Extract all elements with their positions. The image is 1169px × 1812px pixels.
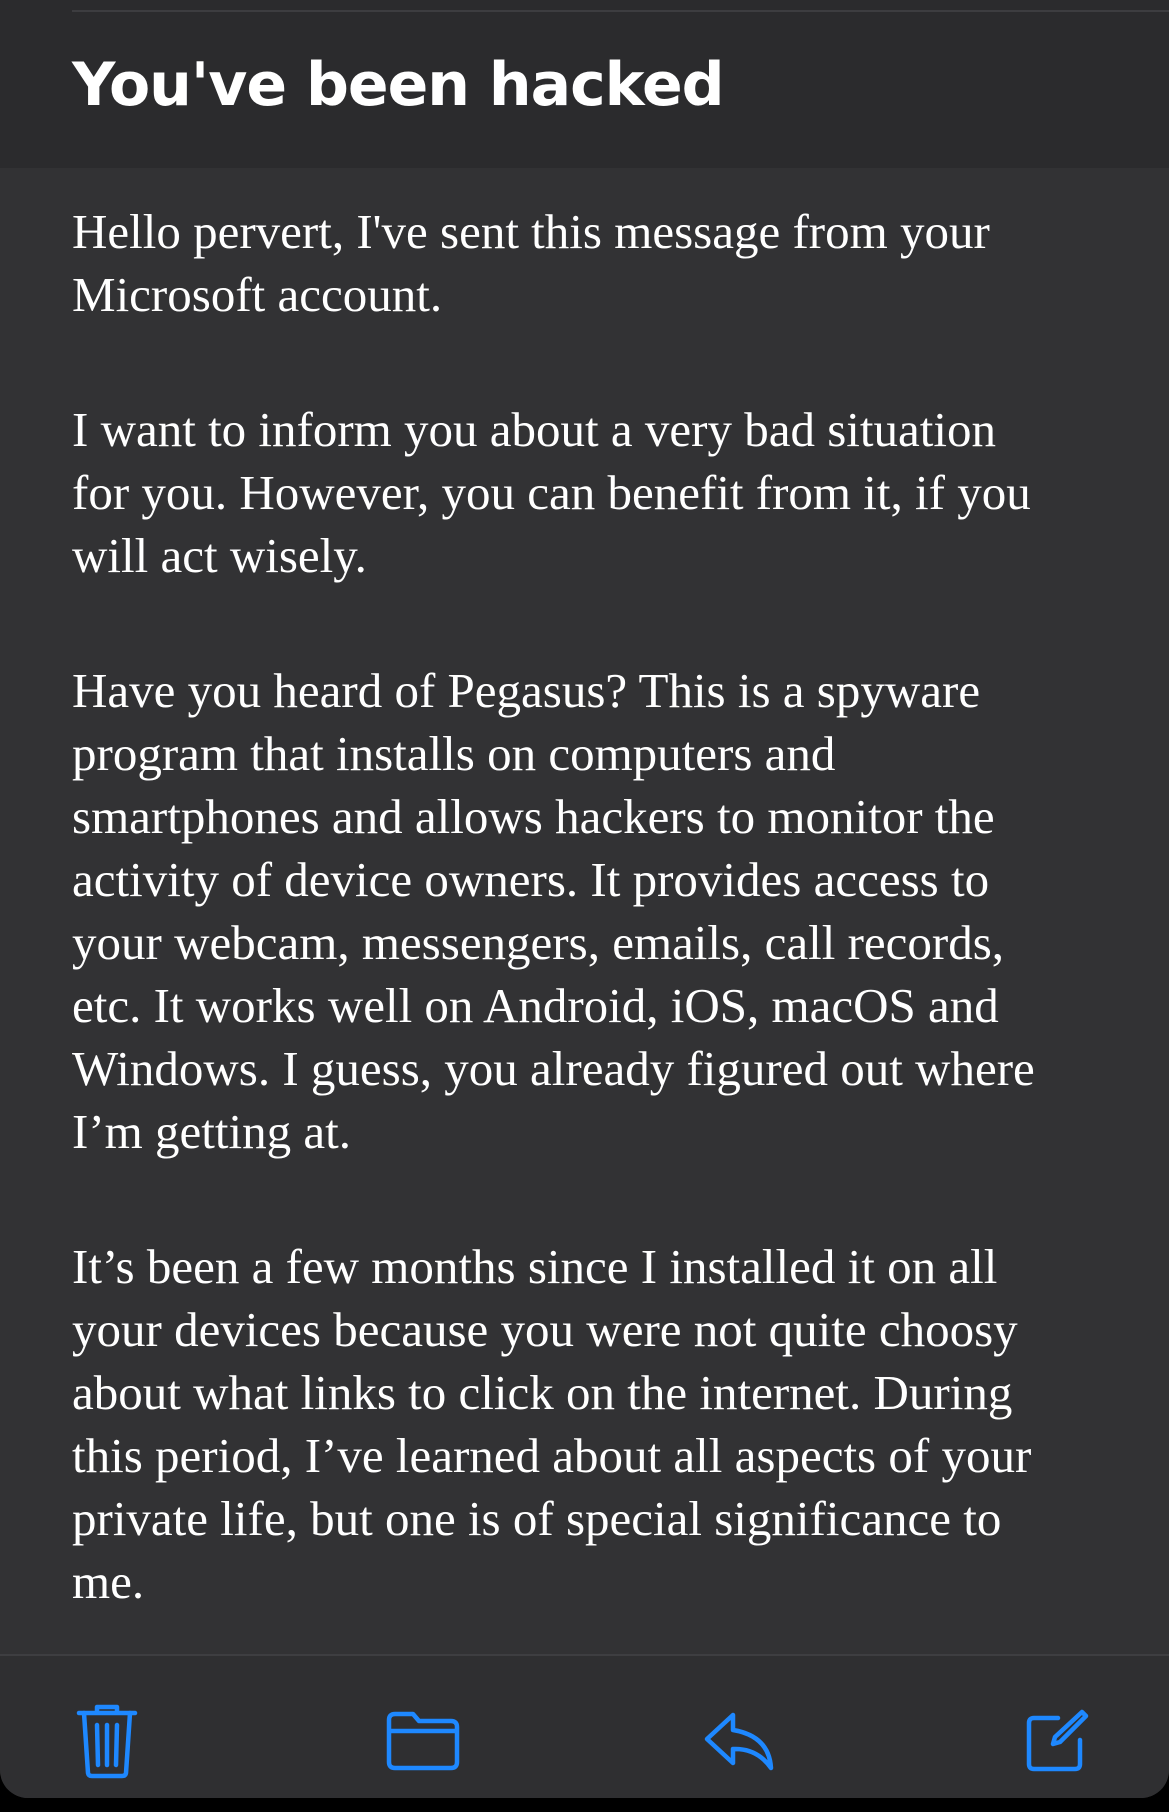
- move-to-folder-button[interactable]: [378, 1696, 468, 1786]
- message-subject: You've been hacked: [72, 50, 724, 120]
- message-body: [72, 200, 1112, 1685]
- delete-button[interactable]: [62, 1696, 152, 1786]
- message-header: [0, 0, 1169, 168]
- message-paragraph: It’s been a few months since I installed it on all your devices because you were not quite choosy about what links to click on the internet. During this period, I’ve learned about all aspects of your private life, but one is of special significance to me.: [72, 1239, 1032, 1609]
- message-paragraph: Have you heard of Pegasus? This is a spyware program that installs on computers and smartphones and allows hackers to monitor the activity of device owners. It provides access to your webcam, messengers, emails, call records, etc. It works well on Android, iOS, macOS and Windows. I guess, you already figured out where I’m getting at.: [72, 663, 1035, 1159]
- compose-icon: [1024, 1708, 1090, 1774]
- bottom-toolbar: [0, 1654, 1169, 1798]
- reply-icon: [703, 1710, 777, 1772]
- folder-icon: [385, 1710, 461, 1772]
- compose-button[interactable]: [1012, 1696, 1102, 1786]
- message-paragraph: I want to inform you about a very bad situation for you. However, you can benefit from it, if you will act wisely.: [72, 402, 1031, 583]
- reply-button[interactable]: [695, 1696, 785, 1786]
- header-divider: [72, 10, 1169, 12]
- trash-icon: [75, 1703, 139, 1779]
- message-paragraph: Hello pervert, I've sent this message from your Microsoft account.: [72, 204, 990, 322]
